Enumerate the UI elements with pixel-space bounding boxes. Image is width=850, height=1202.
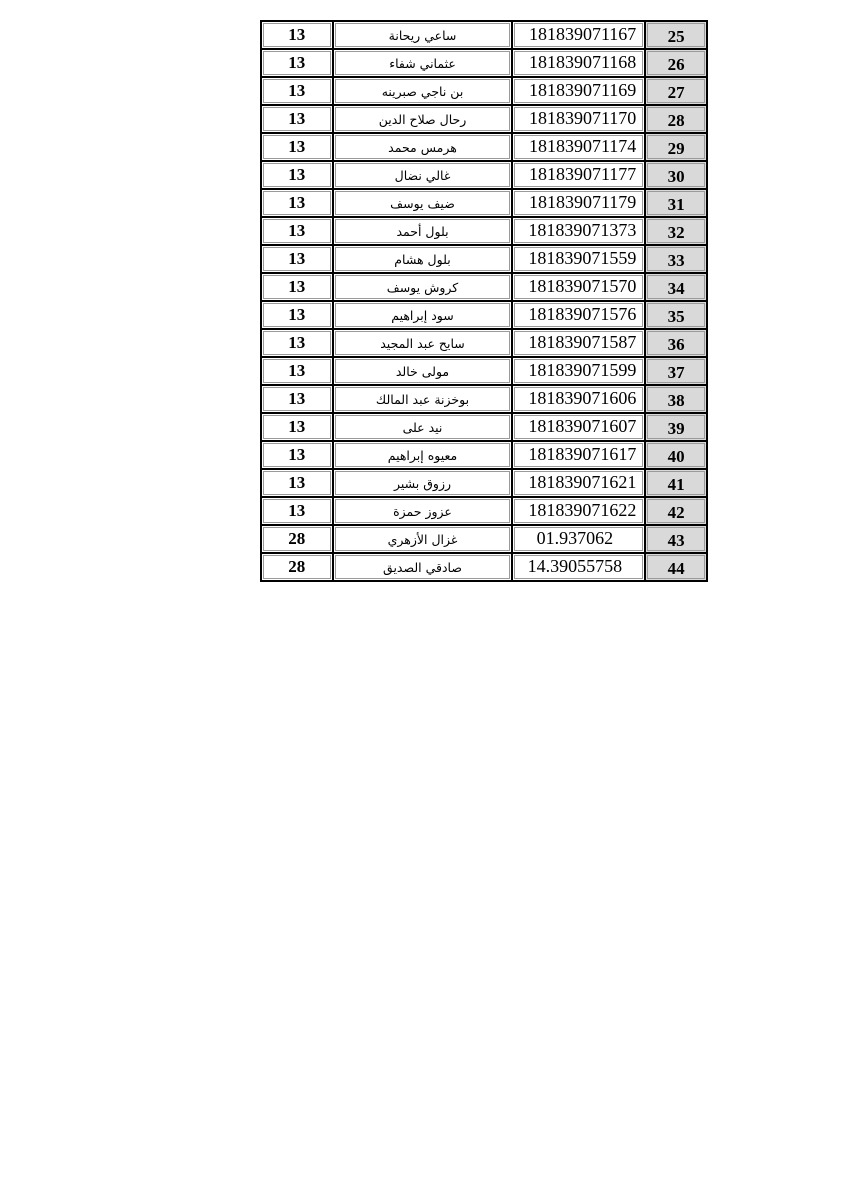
row-number-cell: 26 (645, 49, 707, 77)
registration-number-cell: 181839071617 (512, 441, 645, 469)
row-number-cell: 39 (645, 413, 707, 441)
registration-number-cell: 181839071170 (512, 105, 645, 133)
registration-number-cell: 181839071167 (512, 21, 645, 49)
student-name-cell: هرمس محمد (333, 133, 513, 161)
grade-cell: 13 (261, 245, 333, 273)
student-name-cell: غالي نضال (333, 161, 513, 189)
registration-number-cell: 181839071599 (512, 357, 645, 385)
registration-number-cell: 181839071177 (512, 161, 645, 189)
grade-cell: 13 (261, 77, 333, 105)
table-row (261, 413, 707, 441)
registration-number-cell: 01.937062 (512, 525, 645, 553)
student-name-cell: ضيف يوسف (333, 189, 513, 217)
grade-cell: 13 (261, 273, 333, 301)
row-number-cell: 38 (645, 385, 707, 413)
table-row (261, 133, 707, 161)
registration-number-cell: 14.39055758 (512, 553, 645, 581)
student-name-cell: سايح عبد المجيد (333, 329, 513, 357)
student-name-cell: نيد على (333, 413, 513, 441)
student-name-cell: كروش يوسف (333, 273, 513, 301)
table-row (261, 21, 707, 49)
grade-cell: 13 (261, 217, 333, 245)
grade-cell: 13 (261, 133, 333, 161)
table-body (261, 21, 707, 581)
student-name-cell: عزوز حمزة (333, 497, 513, 525)
registration-number-cell: 181839071606 (512, 385, 645, 413)
table-row (261, 385, 707, 413)
table-row (261, 77, 707, 105)
registration-number-cell: 181839071576 (512, 301, 645, 329)
table-row (261, 329, 707, 357)
row-number-cell: 36 (645, 329, 707, 357)
row-number-cell: 29 (645, 133, 707, 161)
registration-number-cell: 181839071179 (512, 189, 645, 217)
registration-number-cell: 181839071174 (512, 133, 645, 161)
registration-number-cell: 181839071587 (512, 329, 645, 357)
student-name-cell: بوخزنة عبد المالك (333, 385, 513, 413)
table-row (261, 245, 707, 273)
grade-cell: 13 (261, 49, 333, 77)
student-name-cell: بن ناجي صبرينه (333, 77, 513, 105)
table-row (261, 217, 707, 245)
grade-cell: 13 (261, 189, 333, 217)
table-row (261, 441, 707, 469)
table-row (261, 105, 707, 133)
registration-number-cell: 181839071607 (512, 413, 645, 441)
registration-number-cell: 181839071622 (512, 497, 645, 525)
student-name-cell: عثماني شفاء (333, 49, 513, 77)
grade-cell: 13 (261, 161, 333, 189)
grade-cell: 13 (261, 497, 333, 525)
student-name-cell: صادقي الصديق (333, 553, 513, 581)
row-number-cell: 43 (645, 525, 707, 553)
registration-number-cell: 181839071559 (512, 245, 645, 273)
registration-number-cell: 181839071168 (512, 49, 645, 77)
table-row (261, 189, 707, 217)
table-row (261, 273, 707, 301)
student-name-cell: غزال الأزهري (333, 525, 513, 553)
grade-cell: 28 (261, 525, 333, 553)
grade-cell: 13 (261, 21, 333, 49)
row-number-cell: 40 (645, 441, 707, 469)
table-row (261, 357, 707, 385)
grade-cell: 13 (261, 329, 333, 357)
table-row (261, 497, 707, 525)
table-row (261, 161, 707, 189)
grade-cell: 13 (261, 469, 333, 497)
grade-cell: 13 (261, 357, 333, 385)
row-number-cell: 32 (645, 217, 707, 245)
student-name-cell: سود إبراهيم (333, 301, 513, 329)
row-number-cell: 30 (645, 161, 707, 189)
student-name-cell: معيوه إبراهيم (333, 441, 513, 469)
student-grades-table (260, 20, 708, 582)
table-row (261, 553, 707, 581)
student-name-cell: ساعي ريحانة (333, 21, 513, 49)
table-row (261, 469, 707, 497)
registration-number-cell: 181839071621 (512, 469, 645, 497)
row-number-cell: 42 (645, 497, 707, 525)
table-row (261, 525, 707, 553)
student-name-cell: رزوق بشير (333, 469, 513, 497)
row-number-cell: 35 (645, 301, 707, 329)
grade-cell: 13 (261, 413, 333, 441)
student-name-cell: بلول أحمد (333, 217, 513, 245)
row-number-cell: 37 (645, 357, 707, 385)
grade-cell: 13 (261, 301, 333, 329)
row-number-cell: 33 (645, 245, 707, 273)
grade-cell: 13 (261, 385, 333, 413)
row-number-cell: 34 (645, 273, 707, 301)
row-number-cell: 44 (645, 553, 707, 581)
student-name-cell: بلول هشام (333, 245, 513, 273)
grade-cell: 13 (261, 105, 333, 133)
row-number-cell: 25 (645, 21, 707, 49)
registration-number-cell: 181839071570 (512, 273, 645, 301)
grade-cell: 28 (261, 553, 333, 581)
row-number-cell: 31 (645, 189, 707, 217)
registration-number-cell: 181839071169 (512, 77, 645, 105)
student-name-cell: مولى خالد (333, 357, 513, 385)
table-row (261, 49, 707, 77)
row-number-cell: 27 (645, 77, 707, 105)
row-number-cell: 41 (645, 469, 707, 497)
student-name-cell: رحال صلاح الدين (333, 105, 513, 133)
table-row (261, 301, 707, 329)
registration-number-cell: 181839071373 (512, 217, 645, 245)
grade-cell: 13 (261, 441, 333, 469)
row-number-cell: 28 (645, 105, 707, 133)
